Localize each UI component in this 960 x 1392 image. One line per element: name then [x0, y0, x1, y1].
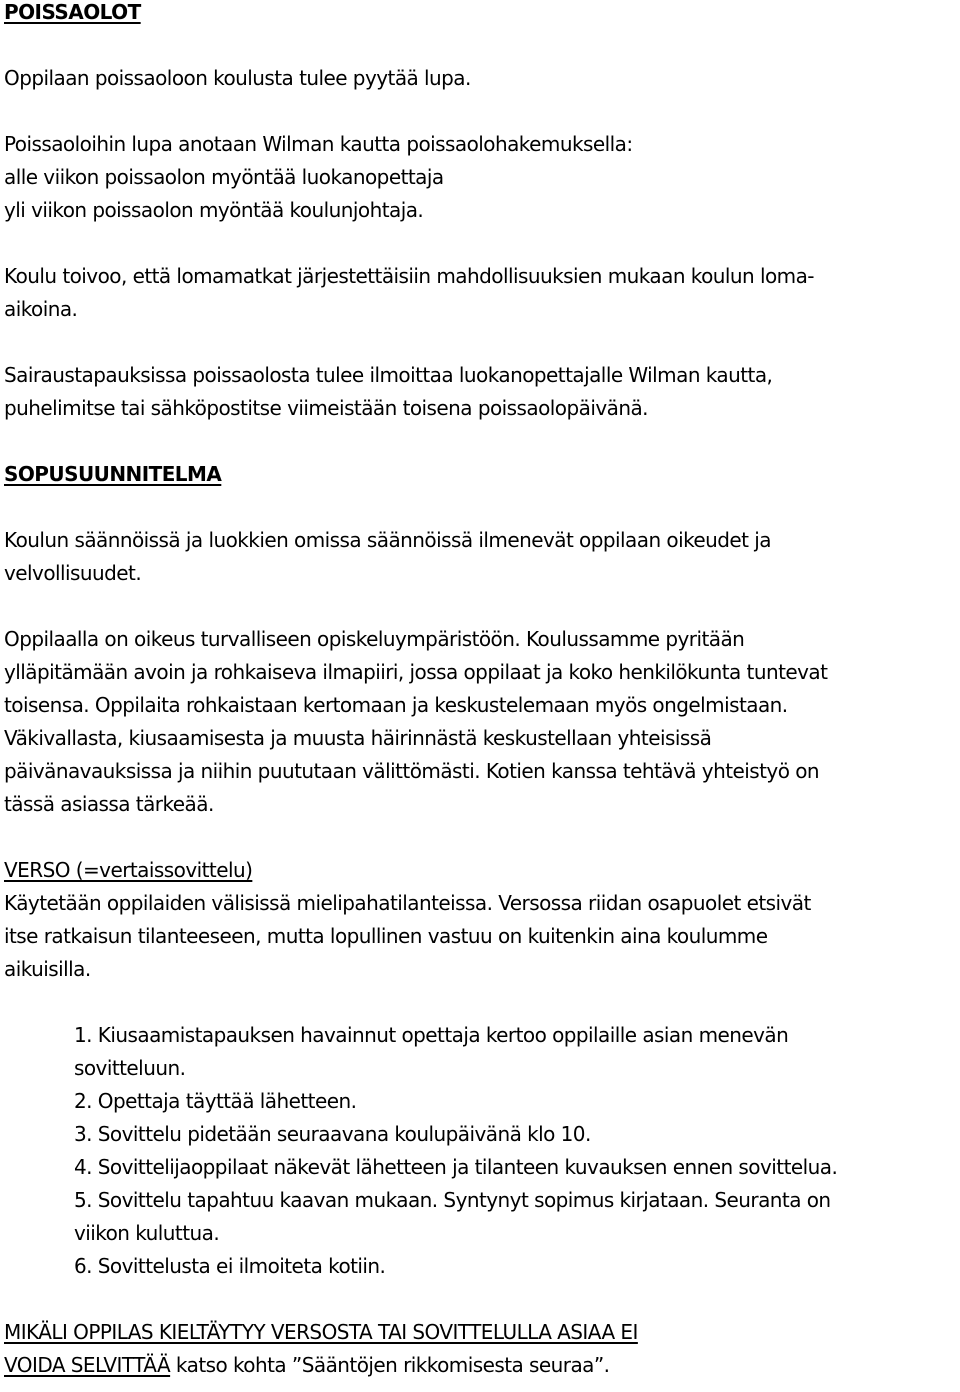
paragraph-line: Koulun säännöissä ja luokkien omissa säännöissä ilmenevät oppilaan oikeudet ja: [4, 528, 771, 552]
paragraph-line: alle viikon poissaolon myöntää luokanopettaja: [4, 165, 444, 189]
paragraph-line: Oppilaan poissaoloon koulusta tulee pyytää lupa.: [4, 66, 471, 90]
heading-poissaolot: POISSAOLOT: [4, 0, 141, 24]
paragraph-line: päivänavauksissa ja niihin puututaan välittömästi. Kotien kanssa tehtävä yhteistyö on: [4, 759, 820, 783]
paragraph-line: Koulu toivoo, että lomamatkat järjestettäisiin mahdollisuuksien mukaan koulun loma-: [4, 264, 814, 288]
paragraph-line: itse ratkaisun tilanteeseen, mutta lopullinen vastuu on kuitenkin aina koulumme: [4, 924, 768, 948]
paragraph-line: puhelimitse tai sähköpostitse viimeistään toisena poissaolopäivänä.: [4, 396, 648, 420]
list-item: 3. Sovittelu pidetään seuraavana koulupäivänä klo 10.: [74, 1122, 591, 1146]
list-item: 6. Sovittelusta ei ilmoiteta kotiin.: [74, 1254, 386, 1278]
paragraph-line: Käytetään oppilaiden välisissä mielipahatilanteissa. Versossa riidan osapuolet etsivät: [4, 891, 811, 915]
paragraph-line: toisensa. Oppilaita rohkaistaan kertomaan ja keskustelemaan myös ongelmistaan.: [4, 693, 788, 717]
numbered-list: [74, 1019, 956, 1283]
paragraph-line: Oppilaalla on oikeus turvalliseen opiskeluympäristöön. Koulussamme pyritään: [4, 627, 745, 651]
paragraph-line: aikoina.: [4, 297, 78, 321]
paragraph-line: velvollisuudet.: [4, 561, 142, 585]
list-item: 1. Kiusaamistapauksen havainnut opettaja kertoo oppilaille asian menevän: [74, 1023, 789, 1047]
footer-warning-line: [4, 1349, 956, 1382]
heading-sopusuunnitelma: SOPUSUUNNITELMA: [4, 462, 222, 486]
document-page: [4, 0, 956, 1382]
paragraph-line: Poissaoloihin lupa anotaan Wilman kautta poissaolohakemuksella:: [4, 132, 633, 156]
list-item: 4. Sovittelijaoppilaat näkevät lähetteen ja tilanteen kuvauksen ennen sovittelua.: [74, 1155, 838, 1179]
list-item-continuation: viikon kuluttua.: [74, 1221, 220, 1245]
footer-reference-text: katso kohta ”Sääntöjen rikkomisesta seuraa”.: [170, 1353, 610, 1377]
paragraph-line: aikuisilla.: [4, 957, 91, 981]
list-item: 2. Opettaja täyttää lähetteen.: [74, 1089, 357, 1113]
paragraph-line: Väkivallasta, kiusaamisesta ja muusta häirinnästä keskustellaan yhteisissä: [4, 726, 712, 750]
list-item-continuation: sovitteluun.: [74, 1056, 186, 1080]
paragraph-line: yli viikon poissaolon myöntää koulunjohtaja.: [4, 198, 424, 222]
heading-verso: VERSO (=vertaissovittelu): [4, 858, 253, 882]
paragraph-line: tässä asiassa tärkeää.: [4, 792, 214, 816]
paragraph-line: ylläpitämään avoin ja rohkaiseva ilmapiiri, jossa oppilaat ja koko henkilökunta tuntevat: [4, 660, 828, 684]
footer-warning-underlined: VOIDA SELVITTÄÄ: [4, 1353, 171, 1377]
paragraph-line: Sairaustapauksissa poissaolosta tulee ilmoittaa luokanopettajalle Wilman kautta,: [4, 363, 773, 387]
list-item: 5. Sovittelu tapahtuu kaavan mukaan. Syntynyt sopimus kirjataan. Seuranta on: [74, 1188, 831, 1212]
footer-warning-line: MIKÄLI OPPILAS KIELTÄYTYY VERSOSTA TAI SOVITTELULLA ASIAA EI: [4, 1320, 638, 1344]
